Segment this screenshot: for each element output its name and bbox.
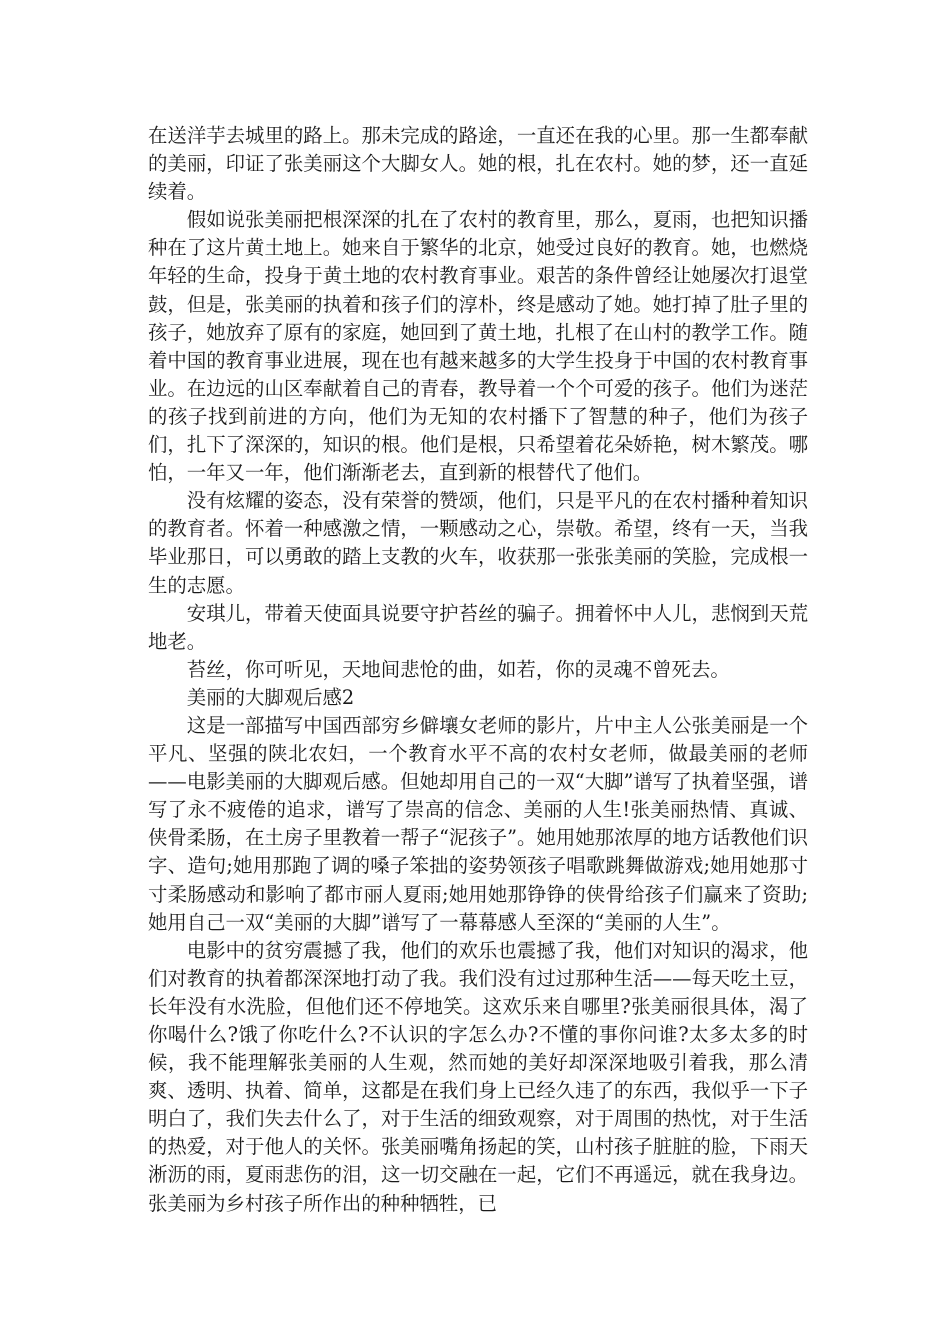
paragraph-3: 没有炫耀的姿态，没有荣誉的赞颂，他们，只是平凡的在农村播种着知识的教育者。怀着一种感激之情，一颗感动之心，崇敬。希望，终有一天，当我毕业那日，可以勇敢的踏上支教的火车，收获那一张张美丽的笑脸，完成根一生的志愿。 xyxy=(148,489,808,597)
paragraph-5: 苔丝，你可听见，天地间悲怆的曲，如若，你的灵魂不曾死去。 xyxy=(186,657,730,681)
paragraph-7: 这是一部描写中国西部穷乡僻壤女老师的影片，片中主人公张美丽是一个平凡、坚强的陕北农妇，一个教育水平不高的农村女老师，做最美丽的老师——电影美丽的大脚观后感。但她却用自己的一双“大脚”谱写了执着坚强，谱写了永不疲倦的追求，谱写了崇高的信念、美丽的人生!张美丽热情、真诚、侠骨柔肠，在土房子里教着一帮子“泥孩子”。她用她那浓厚的地方话教他们识字、造句;她用那跑了调的嗓子笨拙的姿势领孩子唱歌跳舞做游戏;她用她那寸寸柔肠感动和影响了都市丽人夏雨;她用她那铮铮的侠骨给孩子们赢来了资助;她用自己一双“美丽的大脚”谱写了一幕幕感人至深的“美丽的人生”。 xyxy=(148,713,808,934)
paragraph-8: 电影中的贫穷震撼了我，他们的欢乐也震撼了我，他们对知识的渴求，他们对教育的执着都深深地打动了我。我们没有过过那种生活——每天吃土豆，长年没有水洗脸，但他们还不停地笑。这欢乐来自哪里?张美丽很具体，渴了你喝什么?饿了你吃什么?不认识的字怎么办?不懂的事你问谁?太多太多的时候，我不能理解张美丽的人生观，然而她的美好却深深地吸引着我，那么清爽、透明、执着、简单，这都是在我们身上已经久违了的东西，我似乎一下子明白了，我们失去什么了，对于生活的细致观察，对于周围的热忱，对于生活的热爱，对于他人的关怀。张美丽嘴角扬起的笑，山村孩子脏脏的脸，下雨天淅沥的雨，夏雨悲伤的泪，这一切交融在一起，它们不再遥远，就在我身边。张美丽为乡村孩子所作出的种种牺牲，已 xyxy=(148,938,808,1215)
paragraph-2: 假如说张美丽把根深深的扎在了农村的教育里，那么，夏雨，也把知识播种在了这片黄土地上。她来自于繁华的北京，她受过良好的教育。她，也燃烧年轻的生命，投身于黄土地的农村教育事业。艰苦的条件曾经让她屡次打退堂鼓，但是，张美丽的执着和孩子们的淳朴，终是感动了她。她打掉了肚子里的孩子，她放弃了原有的家庭，她回到了黄土地，扎根了在山村的教学工作。随着中国的教育事业进展，现在也有越来越多的大学生投身于中国的农村教育事业。在边远的山区奉献着自己的青春，教导着一个个可爱的孩子。他们为迷茫的孩子找到前进的方向，他们为无知的农村播下了智慧的种子，他们为孩子们，扎下了深深的，知识的根。他们是根，只希望着花朵娇艳，树木繁茂。哪怕，一年又一年，他们渐渐老去，直到新的根替代了他们。 xyxy=(148,208,808,485)
paragraph-1: 在送洋芋去城里的路上。那未完成的路途，一直还在我的心里。那一生都奉献的美丽，印证了张美丽这个大脚女人。她的根，扎在农村。她的梦，还一直延续着。 xyxy=(148,124,808,204)
paragraph-4: 安琪儿，带着天使面具说要守护苔丝的骗子。拥着怀中人儿，悲悯到天荒地老。 xyxy=(148,601,808,653)
document-page xyxy=(148,122,808,1218)
section-heading: 美丽的大脚观后感2 xyxy=(186,685,355,709)
